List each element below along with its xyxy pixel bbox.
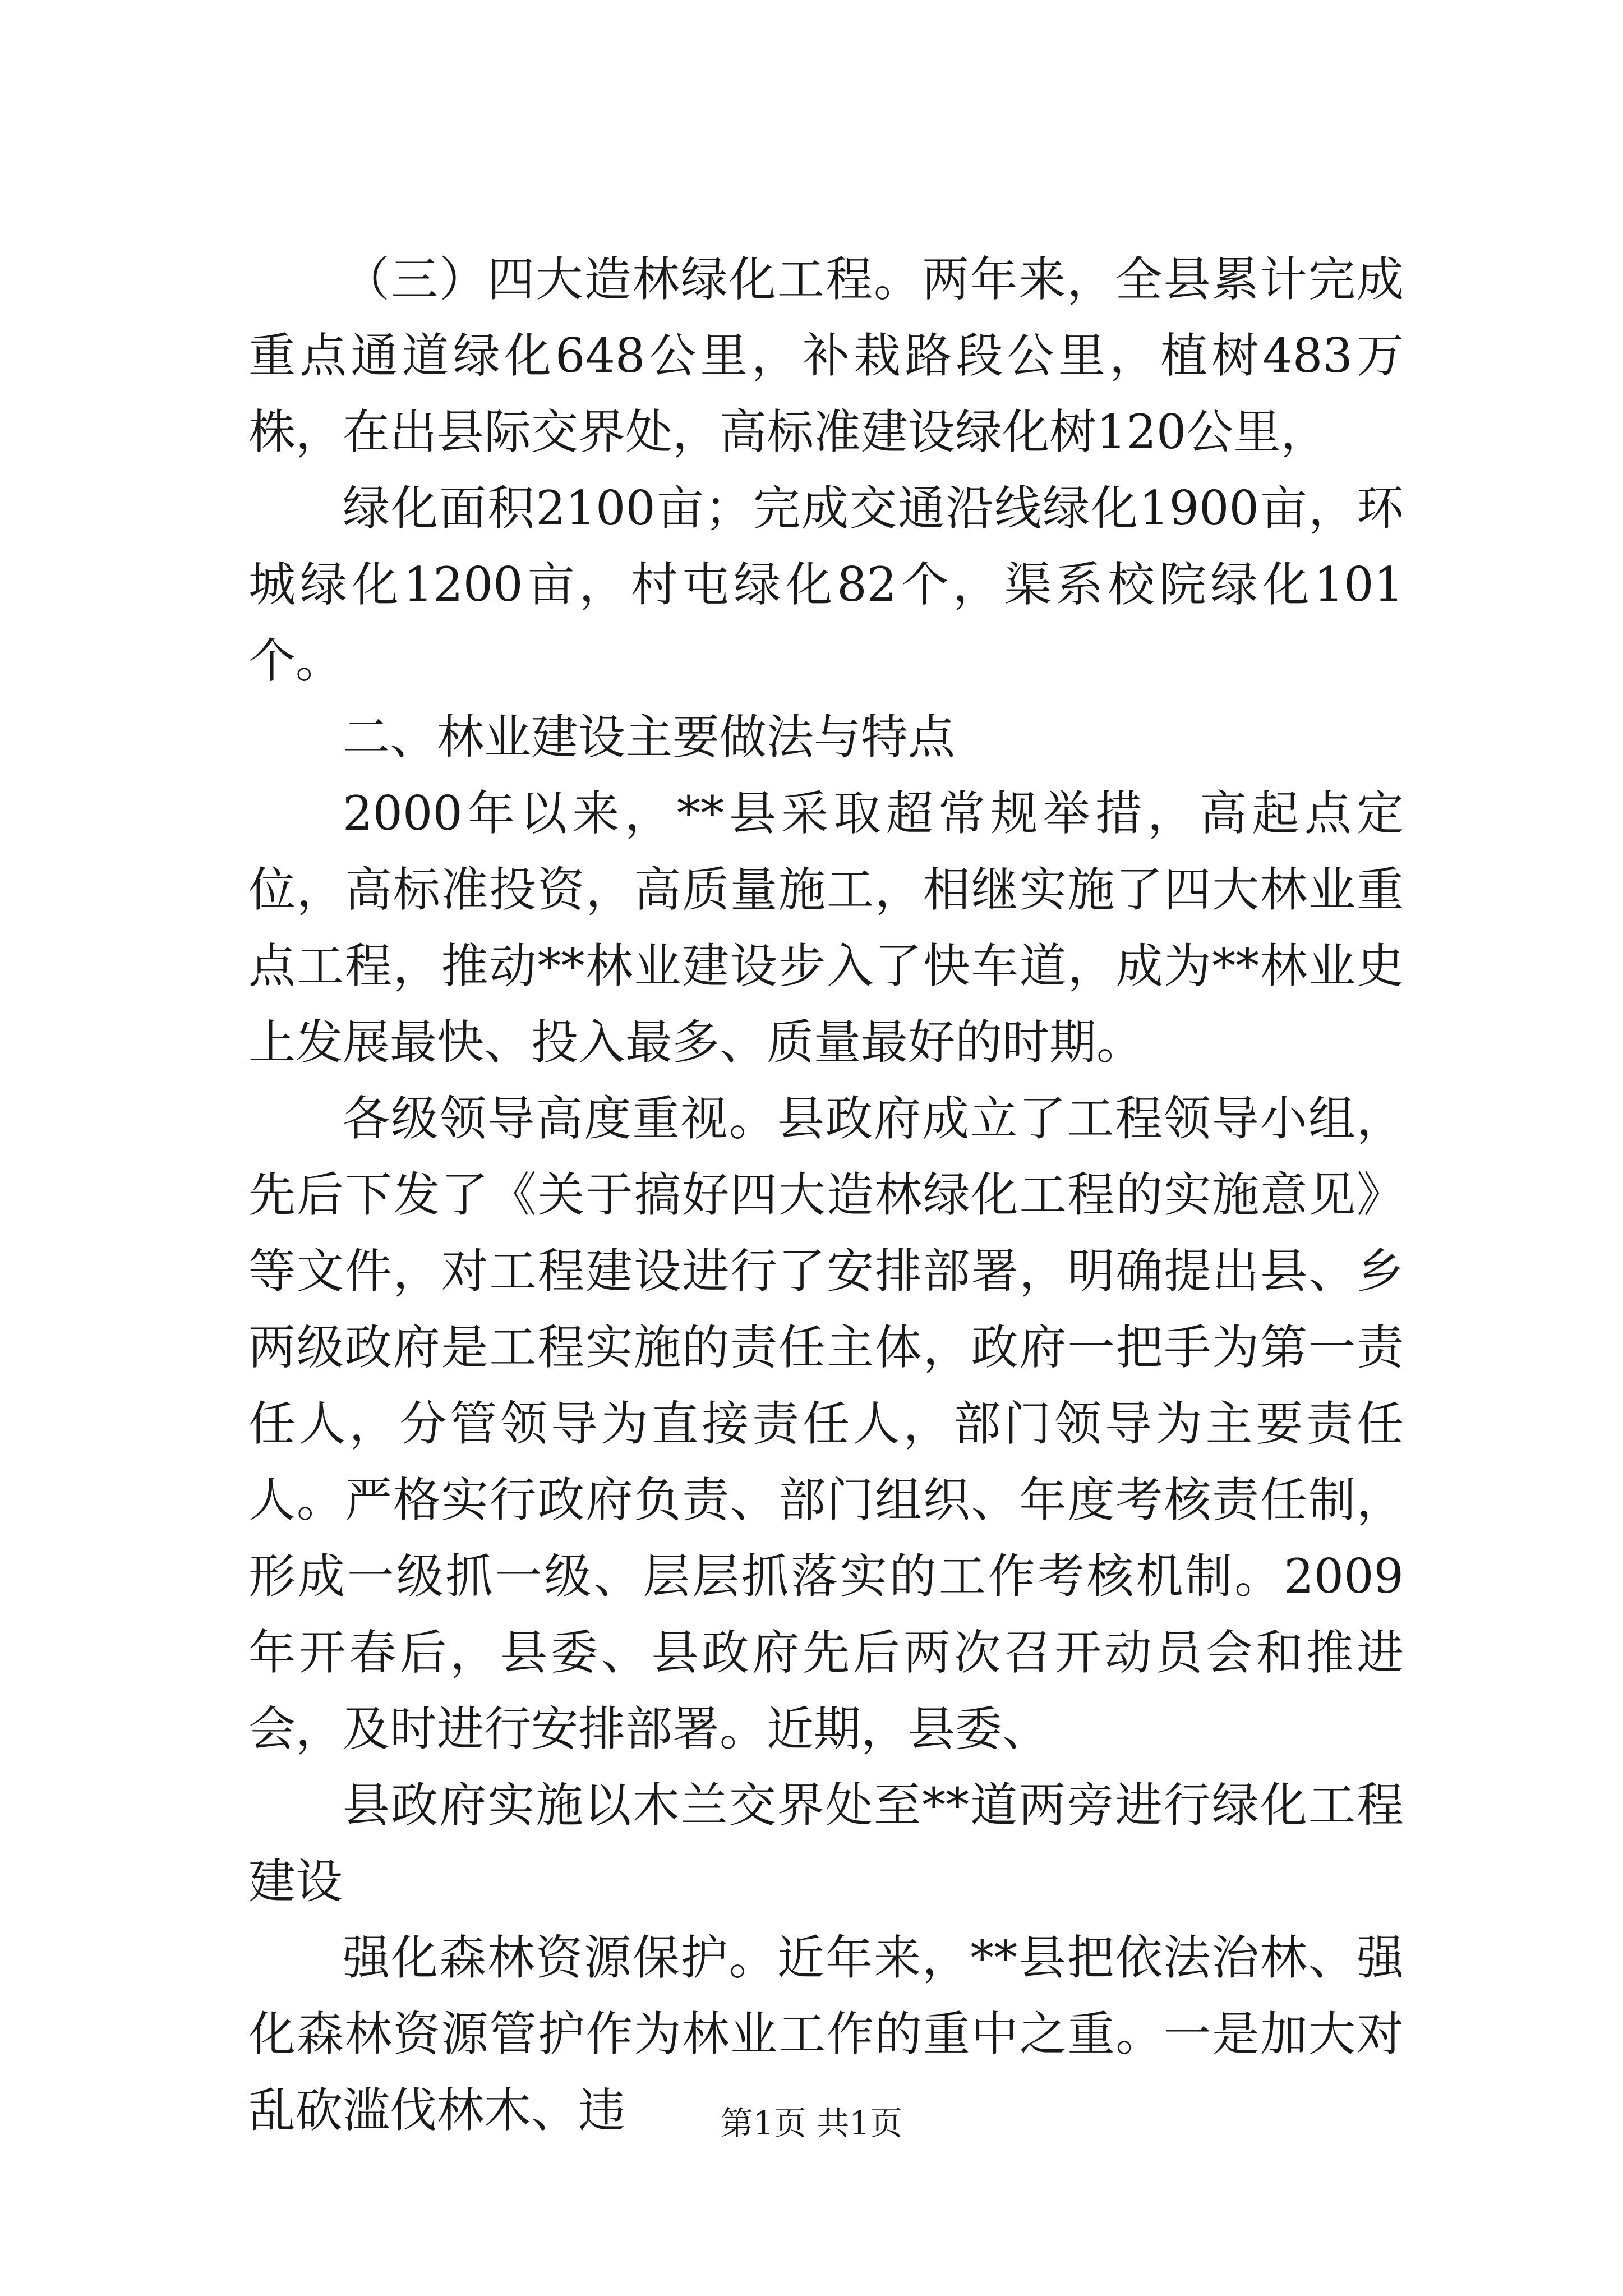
paragraph: （三）四大造林绿化工程。两年来，全县累计完成重点通道绿化648公里，补栽路段公里，植树483万株，在出县际交界处，高标准建设绿化树120公里， bbox=[248, 252, 1404, 459]
paragraph: 2000年以来，**县采取超常规举措，高起点定位，高标准投资，高质量施工，相继实施了四大林业重点工程，推动**林业建设步入了快车道，成为**林业史上发展最快、投入最多、质量最好的时期。 bbox=[248, 786, 1404, 1070]
paragraph: 强化森林资源保护。近年来，**县把依法治林、强化森林资源管护作为林业工作的重中之重。一是加大对乱砍滥伐林木、违 bbox=[248, 1930, 1404, 2138]
section-heading: 二、林业建设主要做法与特点 bbox=[343, 710, 956, 765]
page-footer: 第1页 共1页 bbox=[720, 2104, 903, 2142]
paragraph: 各级领导高度重视。县政府成立了工程领导小组，先后下发了《关于搞好四大造林绿化工程的实施意见》等文件，对工程建设进行了安排部署，明确提出县、乡两级政府是工程实施的责任主体，政府一把手为第一责任人，分管领导为直接责任人，部门领导为主要责任人。严格实行政府负责、部门组织、年度考核责任制，形成一级抓一级、层层抓落实的工作考核机制。2009年开春后，县委、县政府先后两次召开动员会和推进会，及时进行安排部署。近期，县委、 bbox=[248, 1091, 1404, 1756]
paragraph: 绿化面积2100亩；完成交通沿线绿化1900亩，环城绿化1200亩，村屯绿化82个，渠系校院绿化101个。 bbox=[248, 481, 1404, 688]
document-body bbox=[248, 241, 1404, 2148]
paragraph: 县政府实施以木兰交界处至**道两旁进行绿化工程建设 bbox=[248, 1778, 1404, 1909]
